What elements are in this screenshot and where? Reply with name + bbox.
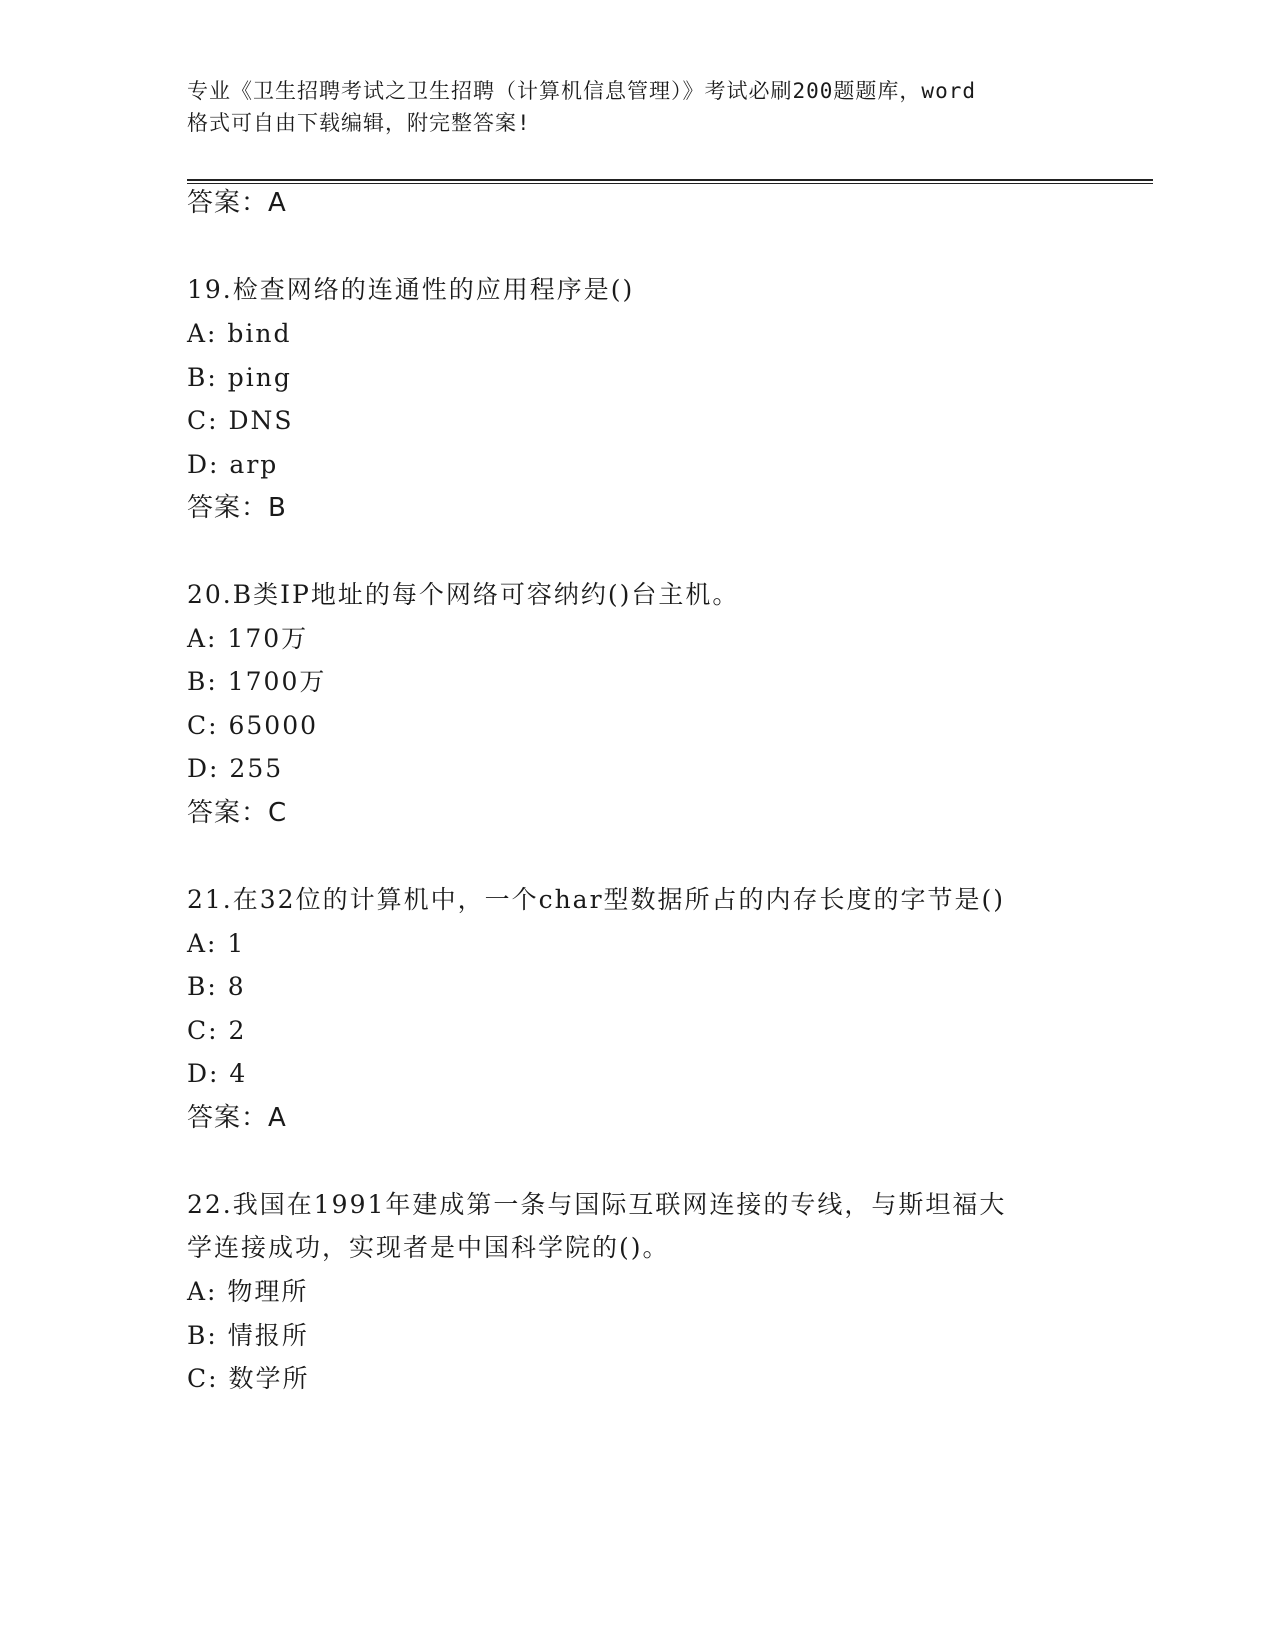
question-21-option-d: D: 4 — [187, 1059, 248, 1088]
question-20-option-a: A: 170万 — [187, 624, 309, 653]
question-20-option-c: C: 65000 — [187, 711, 319, 740]
question-21-option-b: B: 8 — [187, 972, 246, 1001]
question-21-text: 21.在32位的计算机中，一个char型数据所占的内存长度的字节是() — [187, 885, 1006, 914]
previous-answer: 答案：A — [187, 188, 287, 218]
document-header — [187, 75, 1087, 139]
question-22-text-line-2: 学连接成功，实现者是中国科学院的()。 — [187, 1233, 670, 1262]
question-19-answer: 答案：B — [187, 493, 287, 523]
question-22-option-b: B: 情报所 — [187, 1321, 309, 1350]
question-20-option-d: D: 255 — [187, 754, 284, 783]
question-19-option-c: C: DNS — [187, 406, 294, 435]
question-21-option-a: A: 1 — [187, 929, 246, 958]
question-22-option-a: A: 物理所 — [187, 1277, 309, 1306]
question-21-option-c: C: 2 — [187, 1016, 247, 1045]
question-22-text-line-1: 22.我国在1991年建成第一条与国际互联网连接的专线，与斯坦福大 — [187, 1190, 1007, 1219]
header-divider — [187, 179, 1153, 184]
header-line-1: 专业《卫生招聘考试之卫生招聘（计算机信息管理）》考试必刷200题题库，word — [187, 79, 976, 103]
question-19-option-a: A: bind — [187, 319, 292, 348]
question-19-text: 19.检查网络的连通性的应用程序是() — [187, 275, 635, 304]
question-19-option-d: D: arp — [187, 450, 279, 479]
question-20-option-b: B: 1700万 — [187, 667, 327, 696]
question-19-option-b: B: ping — [187, 363, 292, 392]
question-22-option-c: C: 数学所 — [187, 1364, 310, 1393]
question-21-answer: 答案：A — [187, 1103, 287, 1133]
header-line-2: 格式可自由下载编辑，附完整答案! — [187, 111, 531, 135]
question-20-text: 20.B类IP地址的每个网络可容纳约()台主机。 — [187, 580, 740, 609]
question-20-answer: 答案：C — [187, 798, 288, 828]
